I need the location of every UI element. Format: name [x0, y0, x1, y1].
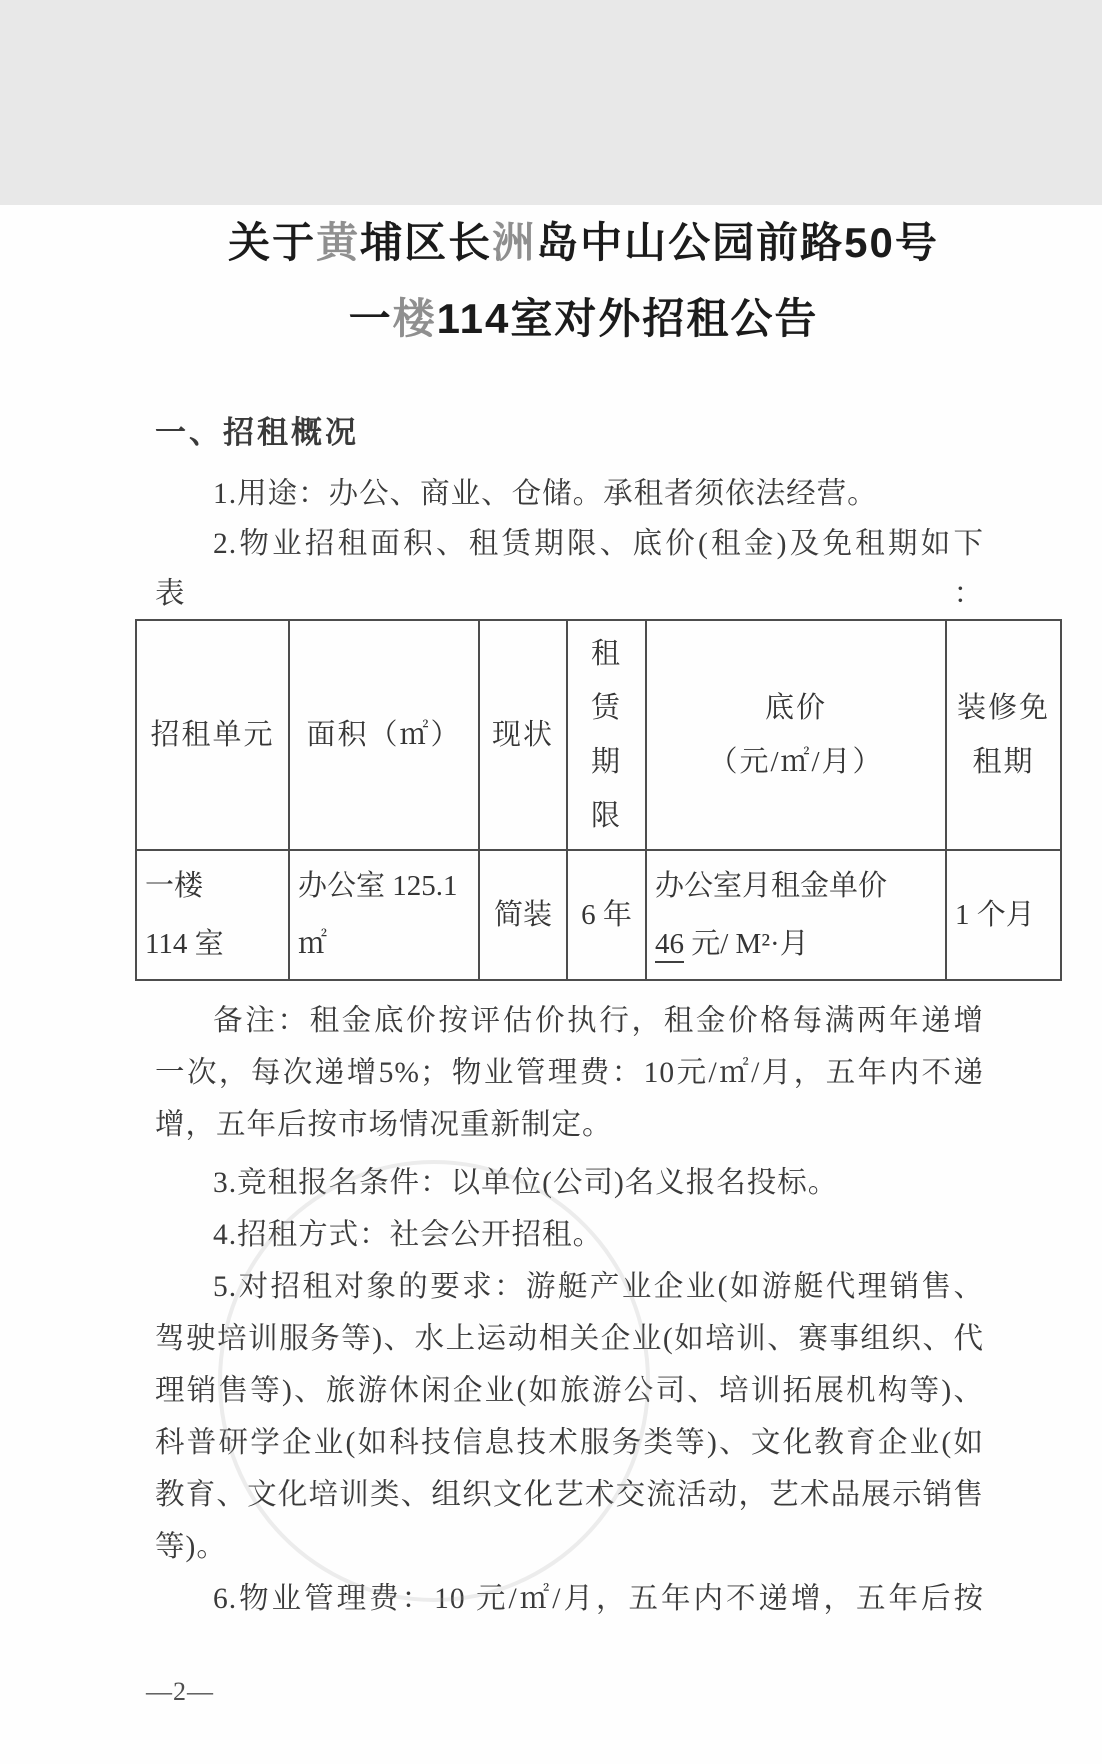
note-line-3: 增，五年后按市场情况重新制定。 — [155, 1109, 613, 1141]
title-text-faded: 楼 — [392, 295, 437, 342]
header-area: 面积（㎡） — [289, 620, 479, 850]
paragraph-item-5-line2: 驾驶培训服务等)、水上运动相关企业(如培训、赛事组织、代 — [155, 1323, 984, 1355]
paragraph-item-5-line1: 5.对招租对象的要求：游艇产业企业(如游艇代理销售、 — [213, 1271, 984, 1303]
page-number: —2— — [146, 1677, 214, 1706]
cell-base-price — [646, 850, 946, 980]
paragraph-item-4: 4.招租方式：社会公开招租。 — [213, 1219, 604, 1251]
paragraph-item-6: 6.物业管理费：10 元/㎡/月，五年内不递增，五年后按 — [213, 1583, 984, 1615]
note-line-1: 备注：租金底价按评估价执行，租金价格每满两年递增 — [213, 1005, 984, 1037]
title-text-faded: 黄 — [316, 219, 361, 266]
title-line-1 — [169, 205, 998, 281]
header-lease-term-line2: 期限 — [590, 746, 622, 832]
header-rental-unit: 招租单元 — [136, 620, 289, 850]
header-status: 现状 — [479, 620, 567, 850]
cell-rental-unit — [136, 850, 289, 980]
header-rent-free-period — [946, 620, 1061, 850]
cell-rent-free-period: 1 个月 — [946, 850, 1061, 980]
rental-info-table — [135, 619, 1062, 981]
title-line-2 — [169, 281, 998, 357]
price-unit-text: 元/ M²·月 — [684, 928, 809, 960]
cell-lease-term: 6 年 — [567, 850, 646, 980]
price-number-underlined: 46 — [655, 928, 684, 963]
cell-area-line2: ㎡ — [298, 928, 328, 960]
table-header-row — [136, 620, 1061, 850]
paragraph-item-1: 1.用途：办公、商业、仓储。承租者须依法经营。 — [213, 478, 878, 510]
document-title — [169, 205, 998, 357]
cell-area-line1: 办公室 125.1 — [298, 870, 458, 902]
cell-price-line1: 办公室月租金单价 — [655, 870, 888, 902]
paragraph-item-5-line3: 理销售等)、旅游休闲企业(如旅游公司、培训拓展机构等)、 — [155, 1375, 984, 1407]
paragraph-item-5-line6: 等)。 — [155, 1531, 227, 1563]
title-text-faded: 洲 — [492, 219, 537, 266]
cell-area — [289, 850, 479, 980]
paragraph-item-2: 2.物业招租面积、租赁期限、底价(租金)及免租期如下表： — [155, 528, 984, 610]
cell-status: 简装 — [479, 850, 567, 980]
title-text: 一 — [348, 295, 393, 342]
paragraph-item-5-line5: 教育、文化培训类、组织文化艺术交流活动，艺术品展示销售 — [155, 1479, 984, 1511]
header-base-price — [646, 620, 946, 850]
header-rent-free-line1: 装修免 — [956, 692, 1050, 724]
header-rent-free-line2: 租期 — [972, 746, 1035, 778]
cell-price-line2 — [655, 915, 937, 973]
cell-unit-line1: 一楼 — [145, 870, 204, 902]
title-text: 114室对外招租公告 — [436, 295, 819, 342]
title-text: 埔区长 — [360, 219, 493, 266]
document-content — [0, 205, 1102, 1625]
header-lease-term-line1: 租赁 — [590, 638, 622, 724]
cell-unit-line2: 114 室 — [145, 928, 224, 960]
header-base-price-line1: 底价 — [764, 692, 827, 724]
scanned-document-page — [0, 205, 1102, 1764]
title-text: 岛中山公园前路50号 — [536, 219, 939, 266]
title-text: 关于 — [228, 219, 317, 266]
header-base-price-line2: （元/㎡/月） — [708, 746, 884, 778]
header-lease-term — [567, 620, 646, 850]
table-data-row — [136, 850, 1061, 980]
paragraph-item-5-line4: 科普研学企业(如科技信息技术服务类等)、文化教育企业(如 — [155, 1427, 984, 1459]
section-heading: 一、招租概况 — [155, 415, 359, 450]
paragraph-item-3: 3.竞租报名条件：以单位(公司)名义报名投标。 — [213, 1167, 839, 1199]
note-line-2: 一次，每次递增5%；物业管理费：10元/㎡/月，五年内不递 — [155, 1057, 984, 1089]
